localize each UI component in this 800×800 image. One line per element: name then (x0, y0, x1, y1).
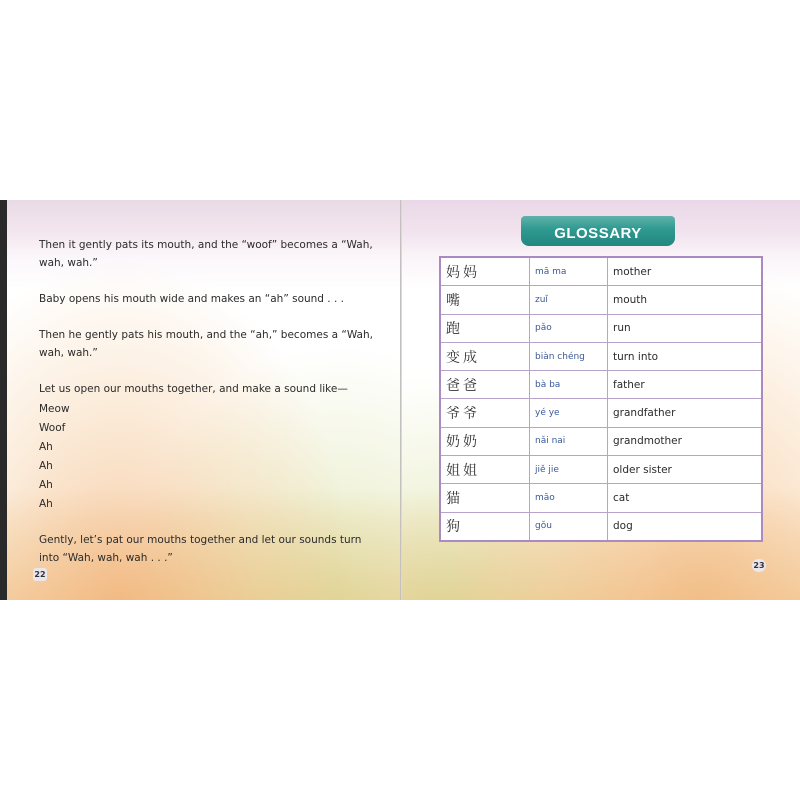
page-number: 22 (34, 570, 46, 579)
pinyin-cell: nǎi nai (530, 427, 608, 455)
table-row (440, 314, 762, 342)
hanzi-cell: 妈妈 (440, 257, 530, 286)
english-cell: mouth (608, 286, 763, 314)
table-row (440, 512, 762, 541)
pinyin-cell: mā ma (530, 257, 608, 286)
hanzi-cell: 姐姐 (440, 456, 530, 484)
book-gutter (400, 200, 402, 600)
hanzi-cell: 猫 (440, 484, 530, 512)
table-row (440, 286, 762, 314)
hanzi-cell: 爷爷 (440, 399, 530, 427)
pinyin-cell: yé ye (530, 399, 608, 427)
glossary-title: GLOSSARY (521, 216, 675, 246)
english-cell: grandmother (608, 427, 763, 455)
hanzi-cell: 爸爸 (440, 371, 530, 399)
english-cell: grandfather (608, 399, 763, 427)
paragraph: Baby opens his mouth wide and makes an “ah” sound . . . (39, 293, 344, 305)
english-cell: run (608, 314, 763, 342)
english-cell: dog (608, 512, 763, 541)
hanzi-cell: 狗 (440, 512, 530, 541)
page-number: 23 (753, 561, 765, 570)
english-cell: cat (608, 484, 763, 512)
hanzi-cell: 奶奶 (440, 427, 530, 455)
sound-line: Woof (39, 422, 66, 434)
left-page (0, 200, 400, 600)
hanzi-cell: 嘴 (440, 286, 530, 314)
sound-line: Ah (39, 441, 53, 453)
pinyin-cell: jiě jie (530, 456, 608, 484)
english-cell: mother (608, 257, 763, 286)
sound-line: Ah (39, 498, 53, 510)
pinyin-cell: bà ba (530, 371, 608, 399)
english-cell: older sister (608, 456, 763, 484)
table-row (440, 257, 762, 286)
table-row (440, 427, 762, 455)
table-row (440, 342, 762, 370)
english-cell: father (608, 371, 763, 399)
glossary-table (439, 256, 763, 542)
english-cell: turn into (608, 342, 763, 370)
hanzi-cell: 跑 (440, 314, 530, 342)
sound-line: Ah (39, 479, 53, 491)
right-page (400, 200, 800, 600)
sound-line: Ah (39, 460, 53, 472)
paragraph: Let us open our mouths together, and make a sound like— (39, 383, 348, 395)
pinyin-cell: zuǐ (530, 286, 608, 314)
pinyin-cell: māo (530, 484, 608, 512)
pinyin-cell: biàn chéng (530, 342, 608, 370)
table-row (440, 371, 762, 399)
sound-line: Meow (39, 403, 70, 415)
closing-paragraph: Gently, let’s pat our mouths together and let our sounds turn into “Wah, wah, wah . . .” (39, 534, 362, 564)
pinyin-cell: pǎo (530, 314, 608, 342)
paragraph: Then he gently pats his mouth, and the “ah,” becomes a “Wah, wah, wah.” (39, 329, 373, 359)
table-row (440, 456, 762, 484)
pinyin-cell: gǒu (530, 512, 608, 541)
story-text (39, 236, 379, 567)
paragraph: Then it gently pats its mouth, and the “woof” becomes a “Wah, wah, wah.” (39, 239, 373, 269)
hanzi-cell: 变成 (440, 342, 530, 370)
table-row (440, 484, 762, 512)
table-row (440, 399, 762, 427)
